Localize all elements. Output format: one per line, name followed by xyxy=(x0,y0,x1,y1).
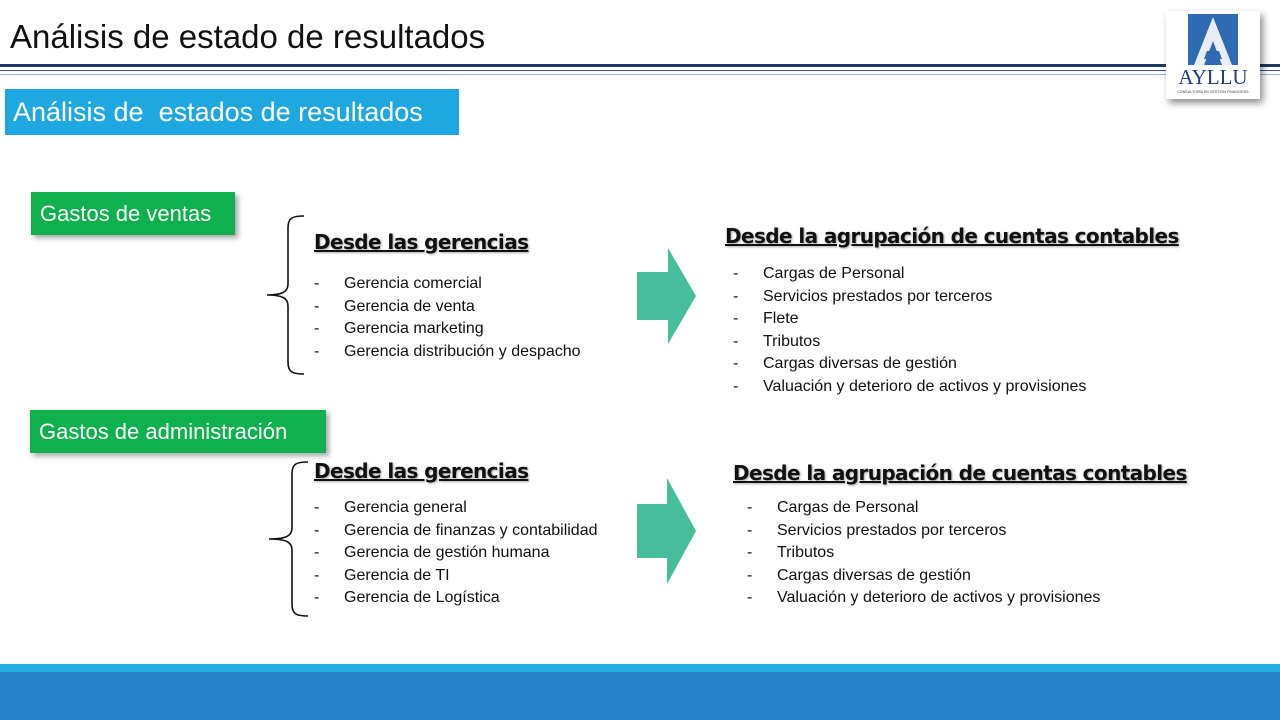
category-gastos-administracion: Gastos de administración xyxy=(30,410,326,453)
category-gastos-ventas: Gastos de ventas xyxy=(31,192,235,235)
list-item: - Gerencia de TI xyxy=(314,565,598,588)
brace-icon xyxy=(264,214,308,376)
cuentas-list-ventas xyxy=(733,263,1086,398)
list-item: - Gerencia de venta xyxy=(314,296,581,319)
list-item: - Gerencia comercial xyxy=(314,273,581,296)
header-divider xyxy=(0,64,1280,67)
header-divider-light xyxy=(0,74,1280,75)
page-title: Análisis de estado de resultados xyxy=(10,18,486,55)
brace-icon xyxy=(266,460,312,618)
list-item: - Gerencia distribución y despacho xyxy=(314,341,581,364)
gerencias-list-administracion xyxy=(314,497,598,610)
svg-text:CONSULTORÍA EN GESTIÓN FINANCI: CONSULTORÍA EN GESTIÓN FINANCIERA xyxy=(1177,90,1249,94)
list-item: - Cargas de Personal xyxy=(747,497,1100,520)
list-item: - Cargas diversas de gestión xyxy=(733,353,1086,376)
list-item: - Gerencia de Logística xyxy=(314,587,598,610)
list-item: - Gerencia de gestión humana xyxy=(314,542,598,565)
list-item: - Servicios prestados por terceros xyxy=(733,286,1086,309)
right-heading-administracion: Desde la agrupación de cuentas contables xyxy=(733,461,1187,485)
list-item: - Valuación y deterioro de activos y provisiones xyxy=(733,376,1086,399)
list-item: - Cargas diversas de gestión xyxy=(747,565,1100,588)
gerencias-list-ventas xyxy=(314,273,581,363)
cuentas-list-administracion xyxy=(747,497,1100,610)
footer-band-light xyxy=(0,664,1280,672)
footer-band xyxy=(0,672,1280,720)
list-item: - Tributos xyxy=(747,542,1100,565)
right-arrow-icon xyxy=(637,478,697,584)
left-heading-administracion: Desde las gerencias xyxy=(314,459,529,483)
right-heading-ventas: Desde la agrupación de cuentas contables xyxy=(725,224,1179,248)
company-logo xyxy=(1166,11,1260,99)
header-divider-thin xyxy=(0,70,1280,71)
list-item: - Flete xyxy=(733,308,1086,331)
list-item: - Cargas de Personal xyxy=(733,263,1086,286)
left-heading-ventas: Desde las gerencias xyxy=(314,230,529,254)
list-item: - Gerencia general xyxy=(314,497,598,520)
list-item: - Gerencia marketing xyxy=(314,318,581,341)
section-banner: Análisis de estados de resultados xyxy=(5,89,459,135)
right-arrow-icon xyxy=(637,248,697,344)
list-item: - Tributos xyxy=(733,331,1086,354)
list-item: - Gerencia de finanzas y contabilidad xyxy=(314,520,598,543)
list-item: - Valuación y deterioro de activos y provisiones xyxy=(747,587,1100,610)
svg-text:AYLLU: AYLLU xyxy=(1178,65,1248,89)
list-item: - Servicios prestados por terceros xyxy=(747,520,1100,543)
logo-icon xyxy=(1166,11,1260,99)
